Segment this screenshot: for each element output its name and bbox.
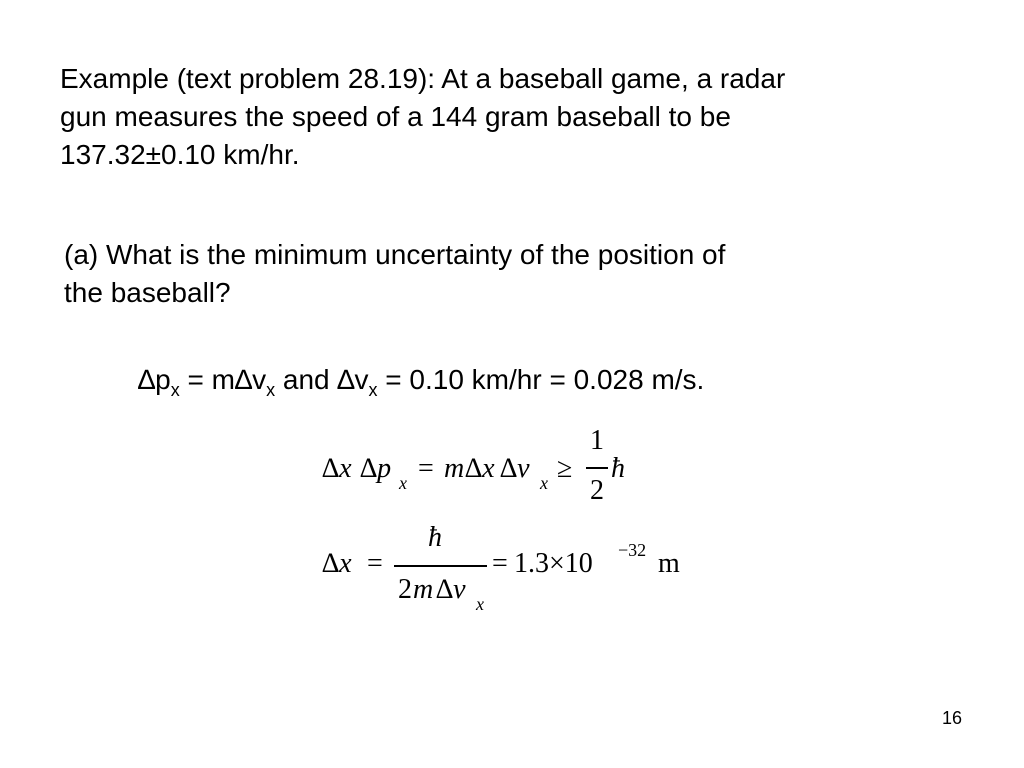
eq2-numerator-hbar: ħ: [428, 522, 442, 553]
eq2-denominator-delta-v: ∆v: [436, 574, 466, 605]
relation-subscript-1: x: [170, 380, 180, 400]
position-uncertainty-result: [320, 522, 720, 614]
momentum-relation: [138, 361, 704, 399]
eq1-fraction-bar: [586, 467, 608, 469]
eq2-mantissa: 1.3×10: [514, 548, 593, 579]
eq1-geq: ≥: [557, 453, 573, 484]
question-line-2: the baseball?: [64, 277, 231, 308]
eq1-delta-v: ∆v: [500, 453, 530, 484]
relation-p: p: [155, 364, 171, 395]
intro-line-2: gun measures the speed of a 144 gram baseball to be: [60, 101, 731, 132]
relation-tail: = 0.10 km/hr = 0.028 m/s.: [377, 364, 705, 395]
eq1-m: m: [444, 453, 465, 484]
intro-line-3: 137.32±0.10 km/hr.: [60, 139, 300, 170]
relation-subscript-2: x: [266, 380, 276, 400]
eq1-hbar: ħ: [611, 453, 625, 484]
page-number: 16: [941, 708, 962, 728]
relation-mid-1: = m∆v: [179, 364, 267, 395]
question-paragraph: [64, 236, 924, 312]
eq1-delta-x-2: ∆x: [465, 453, 495, 484]
eq2-delta-x: ∆x: [322, 548, 352, 579]
eq2-unit: m: [658, 548, 680, 579]
eq1-delta-p: ∆p: [360, 453, 392, 484]
eq1-subscript-x-2: x: [540, 473, 548, 493]
eq2-equals-1: =: [367, 548, 383, 579]
question-line-1: (a) What is the minimum uncertainty of the position of: [64, 239, 726, 270]
eq2-fraction-bar: [394, 565, 487, 567]
eq1-equals: =: [418, 453, 434, 484]
eq2-denominator-2: 2: [398, 574, 412, 605]
eq2-denominator-subscript: x: [476, 594, 484, 614]
eq1-delta-x: ∆x: [322, 453, 352, 484]
relation-subscript-3: x: [368, 380, 378, 400]
relation-mid-2: and ∆v: [275, 364, 369, 395]
eq1-denominator: 2: [590, 475, 604, 506]
uncertainty-inequality: [320, 425, 680, 515]
intro-line-1: Example (text problem 28.19): At a baseball game, a radar: [60, 63, 786, 94]
intro-paragraph: [60, 60, 980, 174]
eq1-subscript-x-1: x: [399, 473, 407, 493]
eq2-equals-2: =: [492, 548, 508, 579]
eq2-denominator-m: m: [413, 574, 434, 605]
eq2-exponent: −32: [618, 540, 647, 560]
relation-delta: ∆: [138, 364, 156, 395]
eq1-numerator: 1: [590, 425, 604, 456]
